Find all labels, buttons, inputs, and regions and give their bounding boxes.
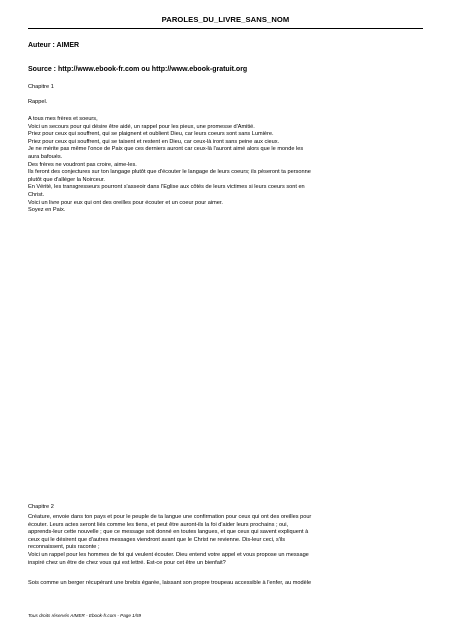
body-line: ceux qui le désirent que d'autres messages viendront avant que le Christ ne revienne. Dis-leur ceci, s'ils [28, 536, 286, 543]
source-line: Source : http://www.ebook-fr.com ou http://www.ebook-gratuit.org [28, 66, 248, 73]
author-line: Auteur : AIMER [28, 42, 80, 49]
body-line: A tous mes frères et soeurs, [28, 116, 98, 122]
body-line: Ils feront des conjectures sur ton langage plutôt que d'écouter le langage de leurs coeurs; ils pèseront ta personne [28, 169, 311, 176]
body-line: Créature, envoie dans ton pays et pour le peuple de ta langue une confirmation pour ceux qui ont des oreilles pour [28, 514, 312, 520]
chapter1-subheading: Rappel. [28, 99, 48, 105]
chapter1-heading: Chapitre 1 [28, 84, 54, 90]
body-line: écouter. Leurs actes seront liés comme les tiens, et peut être auront-ils la foi d'aider leurs prochains ; oui, [28, 521, 289, 528]
body-line: apprends-leur cette nouvelle ; que ce message soit donné en toutes langues, et que ceux qui savent expliquent à [28, 529, 309, 536]
body-line: Voici un rappel pour les hommes de foi qui veulent écouter. Dieu entend votre appel et vous propose un message [28, 551, 309, 558]
body-line: Voici un secours pour qui désire être aidé, un rappel pour les pieux, une promesse d'Amitié. [28, 123, 255, 130]
body-line: Je ne mérite pas même l'once de Paix que ces derniers auront car ceux-là l'auront aimé alors que le monde les [28, 146, 304, 153]
page-footer: Tous droits réservés AIMER - Ebook-fr.com - Page 1/59 [28, 613, 142, 618]
body-line: Christ. [28, 191, 45, 198]
chapter2-body [28, 514, 424, 567]
chapter1-body [28, 116, 424, 215]
chapter2-heading: Chapitre 2 [28, 504, 54, 510]
body-line: Voici un livre pour eux qui ont des oreilles pour écouter et un coeur pour aimer. [28, 199, 223, 206]
title-bar [28, 14, 423, 29]
body-line: plutôt que d'alléger la Noirceur. [28, 176, 105, 183]
body-line: Des frères ne voudront pas croire, aime-les. [28, 161, 137, 168]
body-line: Sois comme un berger récupérant une brebis égarée, laissant son propre troupeau accessible à l'enfer, au modèle [28, 580, 312, 586]
body-line: aura bafoués. [28, 153, 63, 160]
document-title: PAROLES_DU_LIVRE_SANS_NOM [161, 15, 290, 24]
body-line: reconnaissent, puis raconte ; [28, 544, 100, 551]
body-line: Priez pour ceux qui souffrent, qui se taisent et restent en Dieu, car ceux-là iront sans peine aux cieux. [28, 138, 280, 145]
body-line: En Vérité, les transgresseurs pourront s'asseoir dans l'Eglise aux côtés de leurs victimes si leurs coeurs sont en [28, 184, 305, 191]
body-line: Priez pour ceux qui souffrent, qui se plaignent et oublient Dieu, car leurs coeurs sont sans Lumière. [28, 131, 274, 138]
body-line: Soyez en Paix. [28, 207, 66, 214]
body-line: inspiré chez un être de chez vous qui est lettré. Est-ce pour cet être un bienfait? [28, 559, 226, 566]
chapter2-last-line [28, 580, 424, 588]
